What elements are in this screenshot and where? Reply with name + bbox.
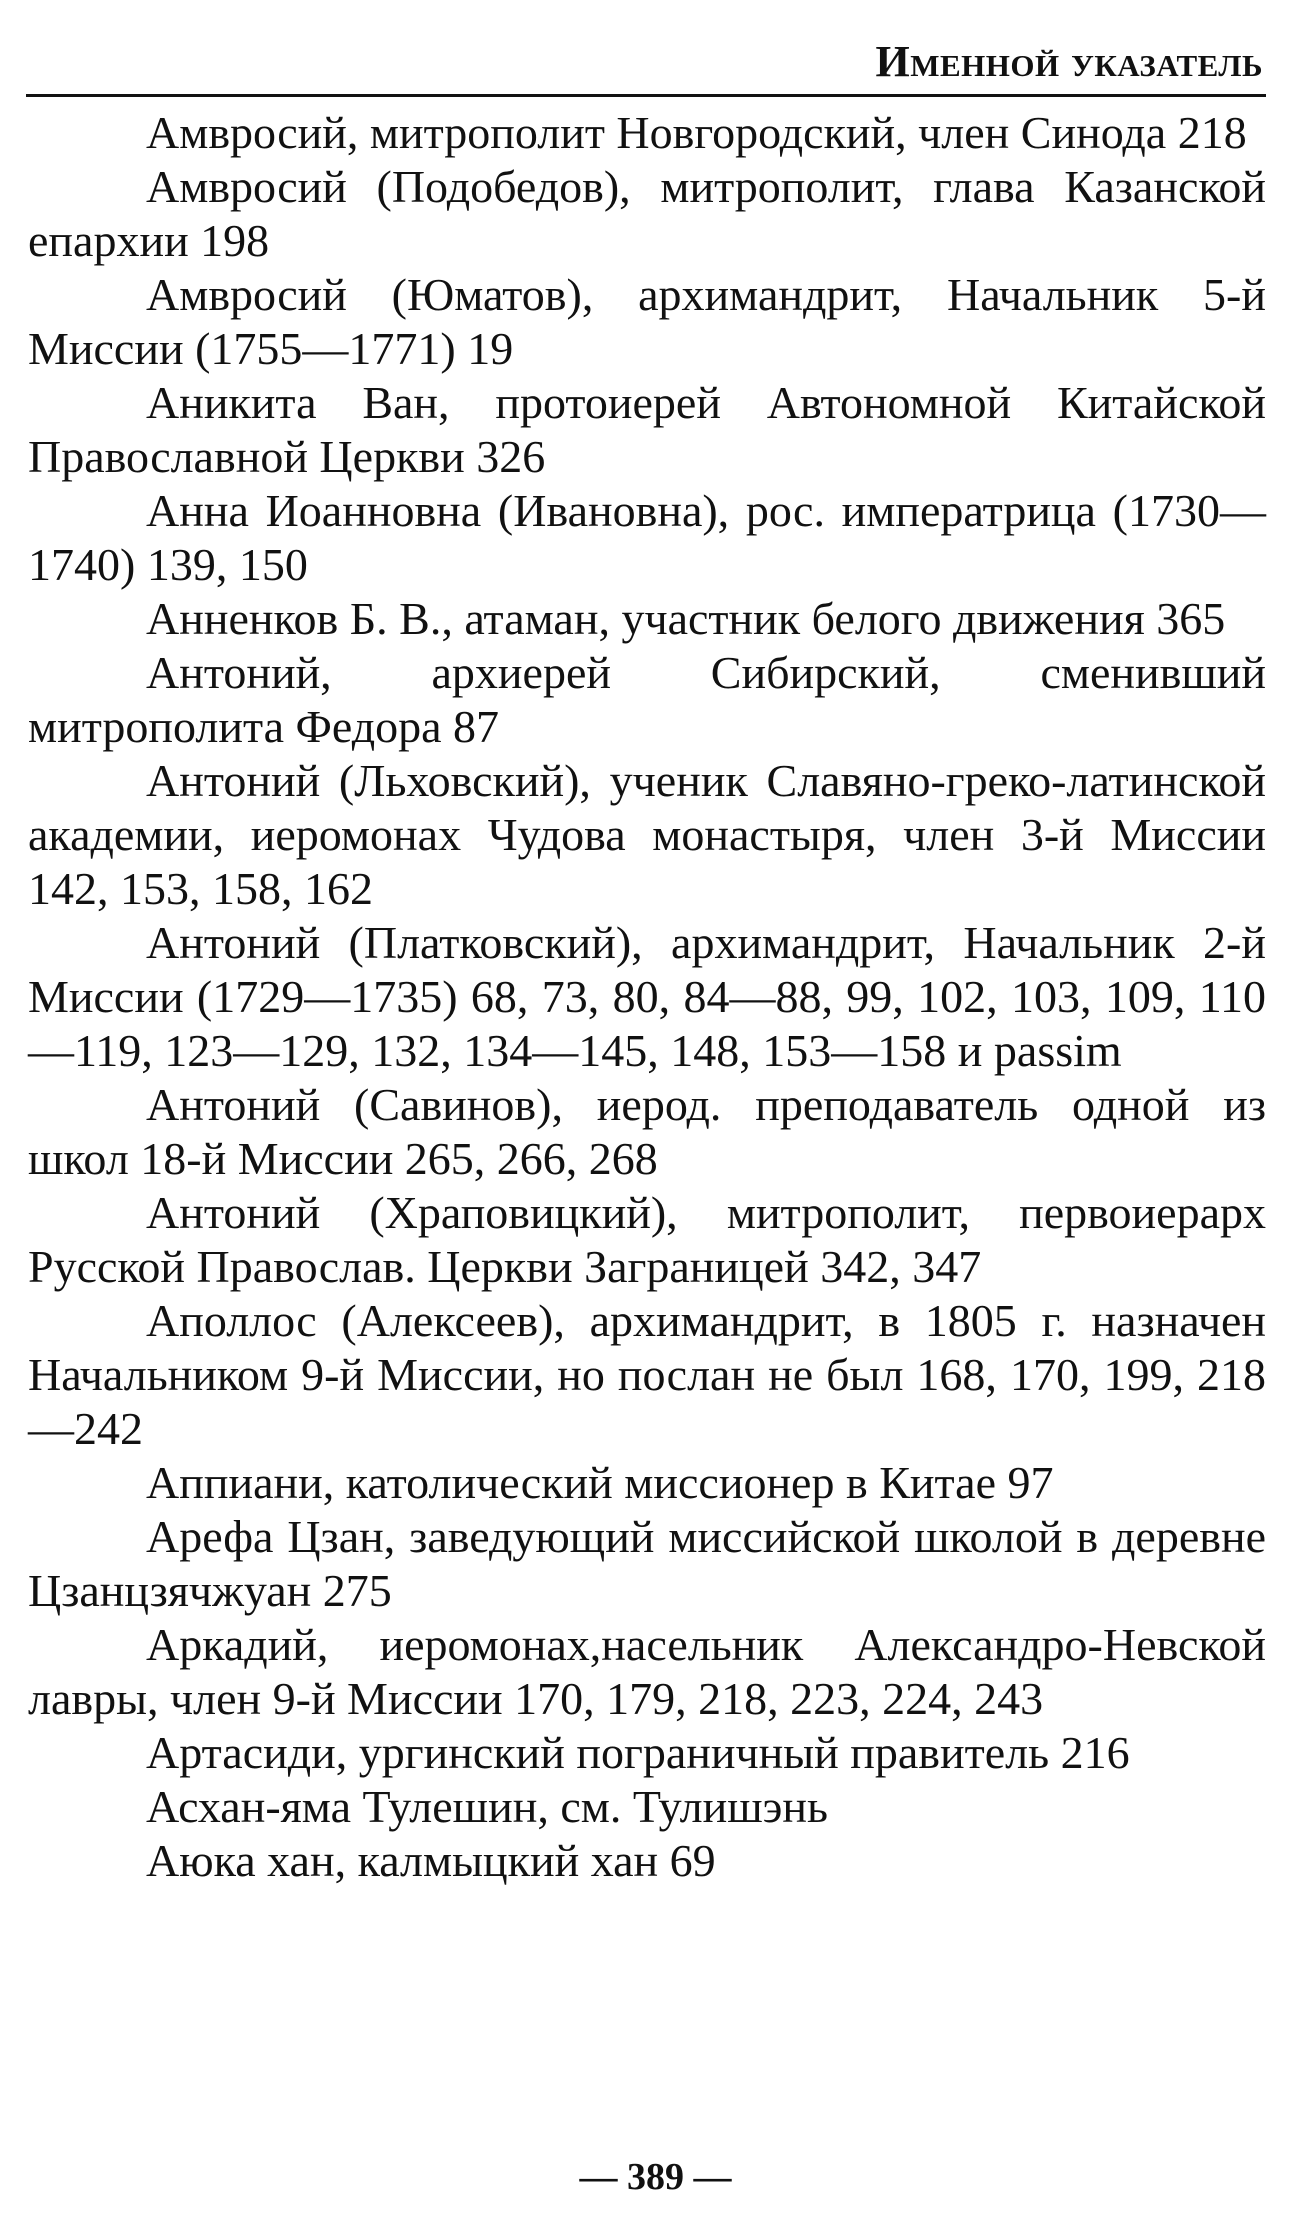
index-entry: Анненков Б. В., атаман, участник белого движения 365 (146, 593, 1226, 644)
index-entry: Антоний (Платковский), архимандрит, Начальник 2-й Миссии (1729—1735) 68, 73, 80, 84—88, 99, 102, 103, 109, 110—119, 123—129, 132, 134—145, 148, 153—158 и passim (28, 917, 1266, 1076)
index-entry: Аполлос (Алексеев), архимандрит, в 1805 г. назначен Начальником 9-й Миссии, но послан не был 168, 170, 199, 218—242 (28, 1295, 1266, 1454)
header-rule (26, 94, 1266, 97)
index-entry: Амвросий (Юматов), архимандрит, Начальник 5-й Миссии (1755—1771) 19 (28, 269, 1266, 374)
index-entry: Асхан-яма Тулешин, см. Тулишэнь (146, 1781, 828, 1832)
name-index-list (28, 106, 1266, 1888)
index-entry: Амвросий, митрополит Новгородский, член Синода 218 (146, 107, 1247, 158)
page-number: — 389 — (579, 2156, 732, 2198)
index-entry: Арефа Цзан, заведующий миссийской школой в деревне Цзанцзячжуан 275 (28, 1511, 1266, 1616)
index-entry: Анна Иоанновна (Ивановна), рос. императрица (1730—1740) 139, 150 (28, 485, 1266, 590)
index-entry: Антоний (Храповицкий), митрополит, первоиерарх Русской Православ. Церкви Заграницей 342, 347 (28, 1187, 1266, 1292)
index-entry: Антоний (Льховский), ученик Славяно-греко-латинской академии, иеромонах Чудова монастыря, член 3-й Миссии 142, 153, 158, 162 (28, 755, 1266, 914)
index-entry: Антоний (Савинов), иерод. преподаватель одной из школ 18-й Миссии 265, 266, 268 (28, 1079, 1266, 1184)
index-entry: Артасиди, ургинский пограничный правитель 216 (146, 1727, 1130, 1778)
index-entry: Аппиани, католический миссионер в Китае 97 (146, 1457, 1054, 1508)
index-entry: Аникита Ван, протоиерей Автономной Китайской Православной Церкви 326 (28, 377, 1266, 482)
running-head: Именной указатель (875, 37, 1263, 86)
index-entry: Аркадий, иеромонах,насельник Александро-Невской лавры, член 9-й Миссии 170, 179, 218, 223, 224, 243 (28, 1619, 1266, 1724)
index-entry: Амвросий (Подобедов), митрополит, глава Казанской епархии 198 (28, 161, 1266, 266)
index-entry: Аюка хан, калмыцкий хан 69 (146, 1835, 716, 1886)
index-entry: Антоний, архиерей Сибирский, сменивший митрополита Федора 87 (28, 647, 1266, 752)
